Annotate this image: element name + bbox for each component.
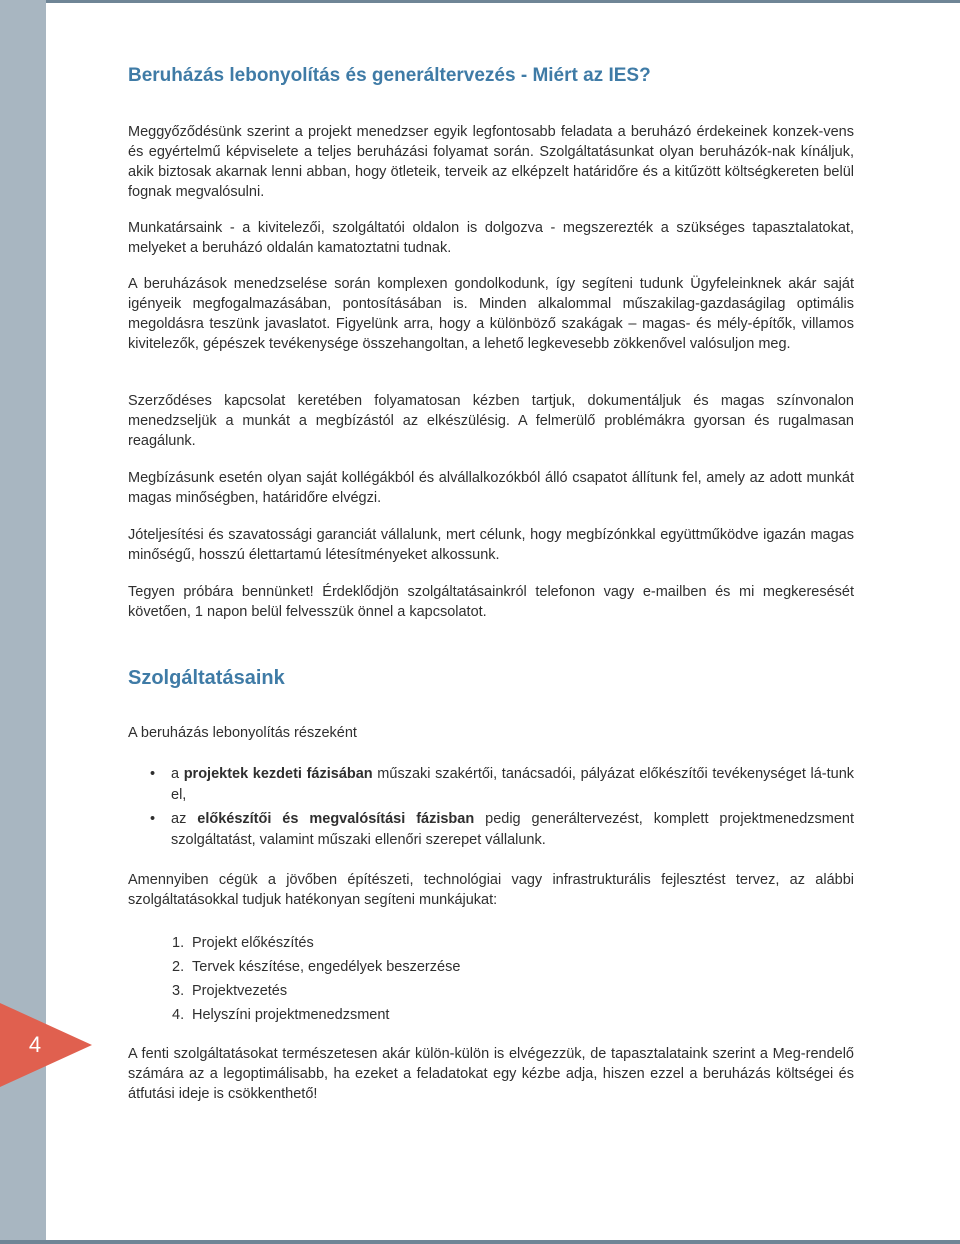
bullet-rest: pedig generáltervezést, komplett projektmenedzsment szolgáltatást, valamint műszaki ellenőri szerepet vállalunk. (171, 811, 855, 848)
bullet-bold: előkészítői és megvalósítási fázisban (197, 811, 475, 827)
step-number: 1. (172, 935, 185, 951)
step-number: 3. (172, 983, 185, 999)
bullet-prefix: az (171, 811, 198, 827)
services-steps-list (172, 931, 460, 1027)
intro-paragraph-6: Jóteljesítési és szavatossági garanciát vállalunk, mert célunk, hogy megbízónkkal együttműködve igazán magas minőségű, hosszú élettartamú létesítményeket alkossunk. (128, 527, 854, 563)
bullet-bold: projektek kezdeti fázisában (183, 766, 373, 782)
step-label: Projekt előkészítés (192, 935, 314, 951)
step-label: Projektvezetés (192, 983, 288, 999)
services-bullet-list (150, 764, 854, 854)
step-item (172, 955, 460, 979)
intro-paragraph-7: Tegyen próbára bennünket! Érdeklődjön szolgáltatásainkról telefonon vagy e-mailben és mi megkeresését követően, 1 napon belül felvesszük önnel a kapcsolatot. (128, 584, 854, 620)
bullet-item (150, 764, 854, 805)
bottom-rule (0, 1240, 960, 1244)
bullet-rest: műszaki szakértői, tanácsadói, pályázat előkészítői tevékenységet lá-tunk el, (171, 766, 855, 803)
services-middle-paragraph: Amennyiben cégük a jövőben építészeti, technológiai vagy infrastrukturális fejlesztést tervez, az alábbi szolgáltatásokkal tudjuk hatékonyan segíteni munkájukat: (128, 872, 854, 908)
intro-paragraph-3: A beruházások menedzselése során komplexen gondolkodunk, így segíteni tudunk Ügyfeleinknek akár saját igényeik megfogalmazásában, pontosításában is. Minden alkalommal műszakilag-gazdaságilag optimális megoldásra teszünk javaslatot. Figyelünk arra, hogy a különböző szakágak – magas- és mély-építők, villamos kivitelezők, gépészek tevékenysége összehangoltan, a lehető legkevesebb zökkenővel valósuljon meg. (128, 276, 854, 352)
bullet-prefix: a (171, 766, 184, 782)
step-item (172, 931, 460, 955)
intro-paragraph-4: Szerződéses kapcsolat keretében folyamatosan kézben tartjuk, dokumentáljuk és magas színvonalon menedzseljük a munkát a megbízástól az elkészülésig. A felmerülő problémákra gyorsan és rugalmasan reagálunk. (128, 393, 854, 449)
bullet-dot-icon: • (150, 811, 156, 827)
step-number: 4. (172, 1007, 185, 1023)
intro-paragraph-5: Megbízásunk esetén olyan saját kollégákból és alvállalkozókból álló csapatot állítunk fel, amely az adott munkát magas minőségben, határidőre elvégzi. (128, 470, 854, 506)
bullet-dot-icon: • (150, 766, 156, 782)
services-title: Szolgáltatásaink (128, 667, 285, 689)
step-item (172, 979, 460, 1003)
step-item (172, 1003, 460, 1027)
bullet-item (150, 809, 854, 850)
intro-title: Beruházás lebonyolítás és generáltervezés - Miért az IES? (128, 65, 651, 86)
page-number: 4 (28, 1032, 42, 1057)
top-rule (0, 0, 960, 3)
services-lead: A beruházás lebonyolítás részeként (128, 725, 357, 741)
intro-paragraph-2: Munkatársaink - a kivitelezői, szolgáltatói oldalon is dolgozva - megszerezték a szükséges tapasztalatokat, melyeket a beruházó oldalán kamatoztatni tudnak. (128, 220, 854, 256)
step-label: Helyszíni projektmenedzsment (192, 1007, 390, 1023)
intro-paragraph-1: Meggyőződésünk szerint a projekt menedzser egyik legfontosabb feladata a beruházó érdekeinek konzek-vens és egyértelmű képviselete a teljes beruházási folyamat során. Szolgáltatásunkat olyan beruházók-nak kínáljuk, akik biztosak akarnak lenni abban, hogy ötleteik, terveik az elképzelt határidőre és a kitűzött költségkereten belül fognak megvalósulni. (128, 124, 854, 200)
services-closing-paragraph: A fenti szolgáltatásokat természetesen akár külön-külön is elvégezzük, de tapasztalataink szerint a Meg-rendelő számára az a legoptimálisabb, ha ezeket a feladatokat egy kézbe adja, hiszen ezzel a beruházás költségei és átfutási ideje is csökkenthető! (128, 1046, 854, 1102)
step-label: Tervek készítése, engedélyek beszerzése (192, 959, 461, 975)
step-number: 2. (172, 959, 185, 975)
